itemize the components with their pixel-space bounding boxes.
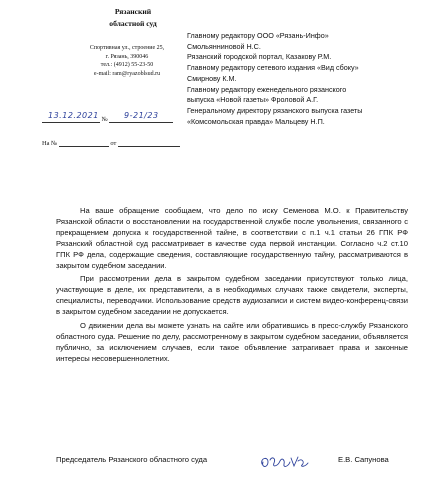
recipient-line: «Комсомольская правда» Мальцеву Н.П.: [187, 116, 325, 126]
reference-line: [42, 139, 180, 147]
recipient-line: Главному редактору еженедельного рязанского: [187, 84, 347, 94]
recipient-line: Главному редактору сетевого издания «Вид сбоку»: [187, 63, 359, 73]
letter-body: [56, 206, 408, 368]
paragraph: О движении дела вы можете узнать на сайте или обратившись в пресс-службу Рязанского областного суда. Решение по делу, рассмотренному в закрытом судебном заседании, объявляется публично, за исключением случаев, если такое объявление затрагивает права и законные интересы несовершеннолетних.: [56, 321, 408, 363]
signatory-name: Е.В. Сапунова: [338, 455, 389, 464]
paragraph: На ваше обращение сообщаем, что дело по иску Семенова М.О. к Правительству Рязанской области о восстановлении на государственной службе после увольнения, связанного с прекращением допуска к государственной тайне, в соответствии с п.1 ч.1 статьи 26 ГПК РФ Рязанский областной суд рассматривает в качестве суда первой инстанции. Согласно ч.2 ст.10 ГПК РФ дела, содержащие сведения, составляющие государственную тайну, рассматриваются в закрытом судебном заседании.: [56, 206, 408, 270]
court-name-line1: Рязанский: [114, 7, 152, 16]
handwritten-signature: [258, 446, 312, 474]
address-email: e-mail: ram@ryazoblsud.ru: [93, 70, 161, 77]
recipient-line: Рязанский городской портал, Казакову Р.М.: [187, 52, 332, 62]
paragraph: При рассмотрении дела в закрытом судебном заседании присутствуют только лица, участвующие в деле, их представители, а в необходимых случаях также свидетели, эксперты, специалисты, переводчики. Использование средств аудиозаписи и систем видео-конференц-связи в закрытом судебном заседании не допускается.: [56, 274, 408, 317]
recipient-line: выпуска «Новой газеты» Фроловой А.Г.: [187, 95, 319, 105]
recipient-line: Смирнову К.М.: [187, 73, 237, 83]
court-name: [78, 6, 188, 30]
address-phone: тел.: (4912) 55-23-50: [100, 62, 154, 69]
court-address: [62, 44, 192, 78]
address-city: г. Рязань, 390046: [105, 53, 149, 60]
handwritten-number: 9-21/23: [124, 111, 159, 120]
court-name-line2: областной суд: [109, 19, 157, 28]
address-street: Спортивная ул., строение 25,: [89, 45, 165, 51]
recipient-line: Смольянниновой Н.С.: [187, 41, 261, 51]
no-label: №: [101, 116, 108, 123]
handwritten-date: 13.12.2021: [48, 111, 99, 120]
recipients-block: [187, 31, 419, 127]
recipient-line: Главному редактору ООО «Рязань-Инфо»: [187, 31, 329, 40]
recipient-line: Генеральному директору рязанского выпуска газеты: [187, 105, 363, 115]
ref-prefix: На №: [42, 140, 58, 147]
ref-from: от: [110, 140, 117, 147]
signatory-title: Председатель Рязанского областного суда: [56, 455, 208, 464]
